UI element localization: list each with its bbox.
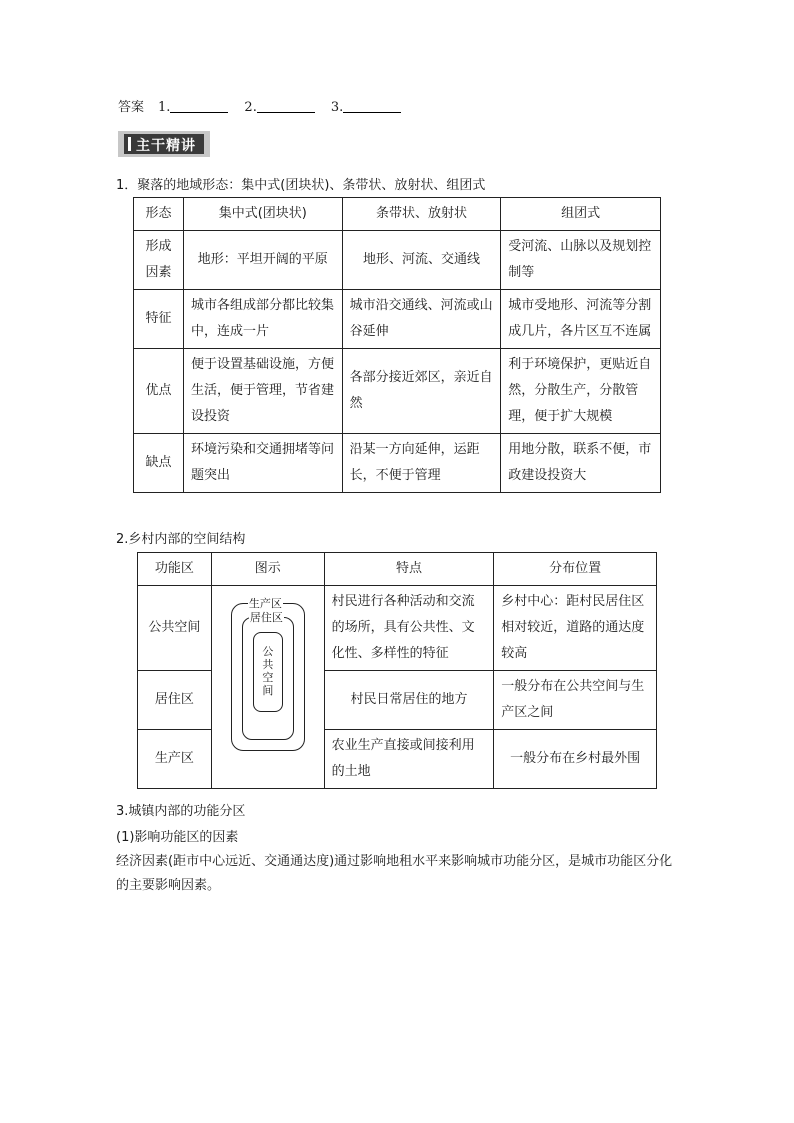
village-structure-table bbox=[137, 552, 657, 789]
diagram-label-residential: 居住区 bbox=[249, 611, 283, 624]
diagram-label-production: 生产区 bbox=[248, 597, 282, 610]
settlement-form-table bbox=[133, 197, 661, 493]
table-cell: 地形、河流、交通线 bbox=[342, 231, 501, 290]
table-header-row bbox=[134, 198, 661, 231]
table-cell: 便于设置基础设施，方便生活，便于管理，节省建设投资 bbox=[183, 349, 342, 434]
blank-number: 1. bbox=[158, 100, 171, 115]
table-row bbox=[134, 349, 661, 434]
table-row bbox=[134, 434, 661, 493]
section1-heading: 1．聚落的地域形态：集中式(团块状)、条带状、放射状、组团式 bbox=[116, 178, 486, 193]
answer-line bbox=[118, 96, 401, 115]
table-cell: 城市受地形、河流等分割成几片，各片区互不连属 bbox=[501, 290, 661, 349]
section2-heading: 2.乡村内部的空间结构 bbox=[116, 532, 246, 547]
section3-heading: 3.城镇内部的功能分区 bbox=[116, 804, 246, 819]
table-row bbox=[138, 586, 657, 671]
table-cell: 利于环境保护，更贴近自然，分散生产，分散管理，便于扩大规模 bbox=[501, 349, 661, 434]
table-cell: 农业生产直接或间接利用的土地 bbox=[324, 730, 494, 789]
header-cell: 功能区 bbox=[138, 553, 212, 586]
row-label: 居住区 bbox=[138, 671, 212, 730]
table-cell: 各部分接近郊区，亲近自然 bbox=[342, 349, 501, 434]
table-cell: 用地分散，联系不便，市政建设投资大 bbox=[501, 434, 661, 493]
row-label: 优点 bbox=[134, 349, 184, 434]
table-cell: 一般分布在公共空间与生产区之间 bbox=[494, 671, 657, 730]
row-label: 形成因素 bbox=[134, 231, 184, 290]
table-row bbox=[134, 231, 661, 290]
table-cell: 城市各组成部分都比较集中，连成一片 bbox=[183, 290, 342, 349]
header-cell: 特点 bbox=[324, 553, 494, 586]
blank-number: 2. bbox=[244, 100, 257, 115]
row-label: 公共空间 bbox=[138, 586, 212, 671]
header-cell: 组团式 bbox=[501, 198, 661, 231]
blank-number: 3. bbox=[330, 100, 344, 115]
banner-title: 主干精讲 bbox=[136, 138, 196, 154]
table-cell: 城市沿交通线、河流或山谷延伸 bbox=[342, 290, 501, 349]
table-cell: 村民日常居住的地方 bbox=[324, 671, 494, 730]
answer-blank[interactable] bbox=[257, 100, 315, 113]
header-cell: 条带状、放射状 bbox=[342, 198, 501, 231]
row-label: 生产区 bbox=[138, 730, 212, 789]
header-cell: 集中式(团块状) bbox=[183, 198, 342, 231]
header-cell: 形态 bbox=[134, 198, 184, 231]
table-cell: 乡村中心：距村民居住区相对较近，道路的通达度较高 bbox=[494, 586, 657, 671]
diagram-label-public: 公共空间 bbox=[262, 645, 274, 697]
table-header-row bbox=[138, 553, 657, 586]
row-label: 缺点 bbox=[134, 434, 184, 493]
row-label: 特征 bbox=[134, 290, 184, 349]
table-cell: 沿某一方向延伸，运距长，不便于管理 bbox=[342, 434, 501, 493]
table-cell: 地形：平坦开阔的平原 bbox=[183, 231, 342, 290]
diagram-cell bbox=[211, 586, 324, 789]
table-cell: 一般分布在乡村最外围 bbox=[494, 730, 657, 789]
section3-paragraph: 经济因素(距市中心远近、交通通达度)通过影响地租水平来影响城市功能分区，是城市功能区分化的主要影响因素。 bbox=[116, 854, 673, 893]
header-cell: 分布位置 bbox=[494, 553, 657, 586]
table-cell: 受河流、山脉以及规划控制等 bbox=[501, 231, 661, 290]
table-cell: 村民进行各种活动和交流的场所，具有公共性、文化性、多样性的特征 bbox=[324, 586, 494, 671]
header-cell: 图示 bbox=[211, 553, 324, 586]
table-cell: 环境污染和交通拥堵等问题突出 bbox=[183, 434, 342, 493]
table-row bbox=[134, 290, 661, 349]
answer-blank[interactable] bbox=[343, 100, 401, 113]
answer-label: 答案 bbox=[118, 100, 145, 115]
answer-blank[interactable] bbox=[170, 100, 228, 113]
section-banner bbox=[118, 131, 210, 157]
section3-subheading: (1)影响功能区的因素 bbox=[116, 830, 239, 845]
